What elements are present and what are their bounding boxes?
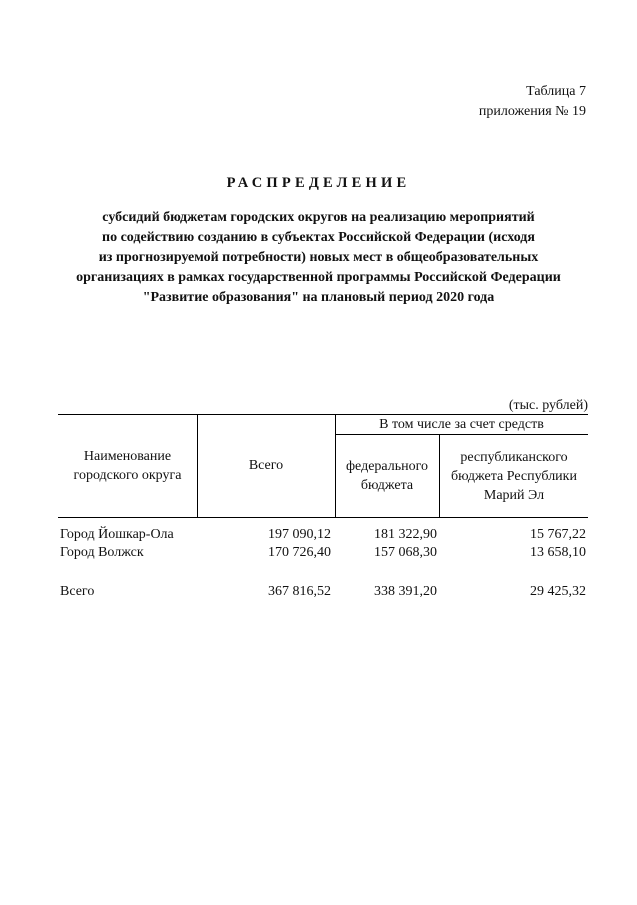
subtitle-line: субсидий бюджетам городских округов на реализацию мероприятий xyxy=(102,210,535,225)
row-federal: 181 322,90 xyxy=(374,527,437,542)
group-header-rule xyxy=(335,434,588,435)
row-total: 170 726,40 xyxy=(268,545,331,560)
appendix-number: приложения № 19 xyxy=(478,104,586,119)
total-row-federal: 338 391,20 xyxy=(374,584,437,599)
row-republic: 15 767,22 xyxy=(530,527,586,542)
total-row-total: 367 816,52 xyxy=(268,584,331,599)
table-number: Таблица 7 xyxy=(526,84,586,99)
total-row-republic: 29 425,32 xyxy=(530,584,586,599)
subtitle-line: по содействию созданию в субъектах Российской Федерации (исходя xyxy=(102,230,535,245)
header-bottom-rule xyxy=(58,517,588,518)
header-federal: федерального бюджета xyxy=(345,459,429,493)
header-total: Всего xyxy=(248,458,284,473)
row-total: 197 090,12 xyxy=(268,527,331,542)
row-name: Город Волжск xyxy=(60,545,144,560)
header-republic: республиканского бюджета Республики Марий Эл xyxy=(451,450,577,503)
row-name: Город Йошкар-Ола xyxy=(60,527,174,542)
unit-label: (тыс. рублей) xyxy=(508,398,588,413)
subtitle-line: организациях в рамках государственной программы Российской Федерации xyxy=(76,270,561,285)
subtitle-line: из прогнозируемой потребности) новых мест в общеобразовательных xyxy=(98,250,539,265)
row-federal: 157 068,30 xyxy=(374,545,437,560)
subtitle-line: "Развитие образования" на плановый период 2020 года xyxy=(142,290,495,305)
document-subtitle xyxy=(40,208,597,308)
document-reference xyxy=(479,82,586,122)
total-row-name: Всего xyxy=(60,584,95,599)
header-name: Наименование городского округа xyxy=(73,449,182,483)
row-republic: 13 658,10 xyxy=(530,545,586,560)
header-group: В том числе за счет средств xyxy=(379,417,544,432)
document-title: РАСПРЕДЕЛЕНИЕ xyxy=(226,175,411,191)
